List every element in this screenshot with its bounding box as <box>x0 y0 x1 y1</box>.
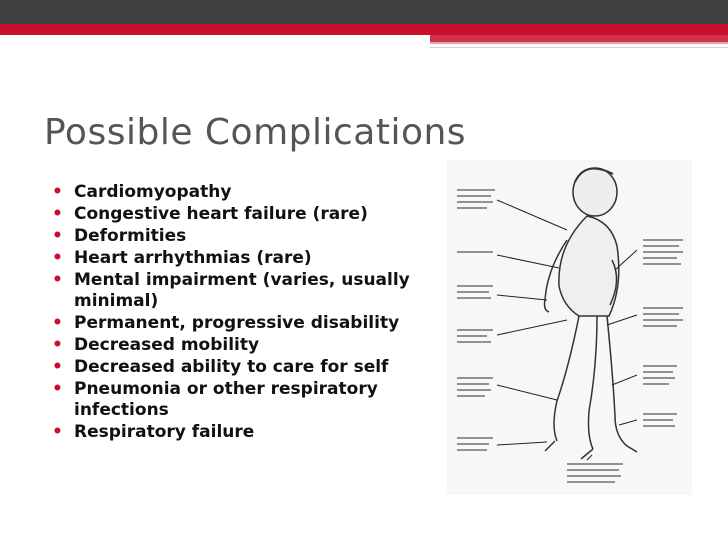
slide-accent-bar <box>0 24 728 35</box>
list-item <box>52 422 422 443</box>
list-item-text: Deformities <box>74 226 187 246</box>
list-item-text: Decreased mobility <box>74 335 260 355</box>
list-item-text: Decreased ability to care for self <box>74 357 389 377</box>
list-item <box>52 226 422 247</box>
slide-accent-line <box>430 42 728 44</box>
list-item-text: Congestive heart failure (rare) <box>74 204 368 224</box>
list-item <box>52 204 422 225</box>
list-item-text: Respiratory failure <box>74 422 255 442</box>
list-item-text: Cardiomyopathy <box>74 182 232 202</box>
bullet-icon: • <box>52 357 63 377</box>
slide-accent-line-thin <box>430 47 728 48</box>
bullet-icon: • <box>52 422 63 442</box>
bullet-icon: • <box>52 313 63 333</box>
list-item-text: Permanent, progressive disability <box>74 313 400 333</box>
list-item <box>52 313 422 334</box>
list-item <box>52 335 422 356</box>
list-item <box>52 182 422 203</box>
list-item <box>52 248 422 269</box>
bullet-icon: • <box>52 226 63 246</box>
bullet-icon: • <box>52 248 63 268</box>
complications-list <box>52 182 422 444</box>
bullet-icon: • <box>52 379 63 399</box>
list-item <box>52 357 422 378</box>
anatomy-diagram-icon <box>447 160 692 495</box>
list-item-text: Pneumonia or other respiratory infections <box>74 379 378 420</box>
bullet-icon: • <box>52 204 63 224</box>
list-item-text: Mental impairment (varies, usually minimal) <box>74 270 410 311</box>
list-item <box>52 270 422 312</box>
list-item <box>52 379 422 421</box>
slide-top-bar <box>0 0 728 24</box>
bullet-icon: • <box>52 335 63 355</box>
bullet-icon: • <box>52 182 63 202</box>
list-item-text: Heart arrhythmias (rare) <box>74 248 312 268</box>
bullet-icon: • <box>52 270 63 290</box>
slide-title: Possible Complications <box>44 112 467 153</box>
